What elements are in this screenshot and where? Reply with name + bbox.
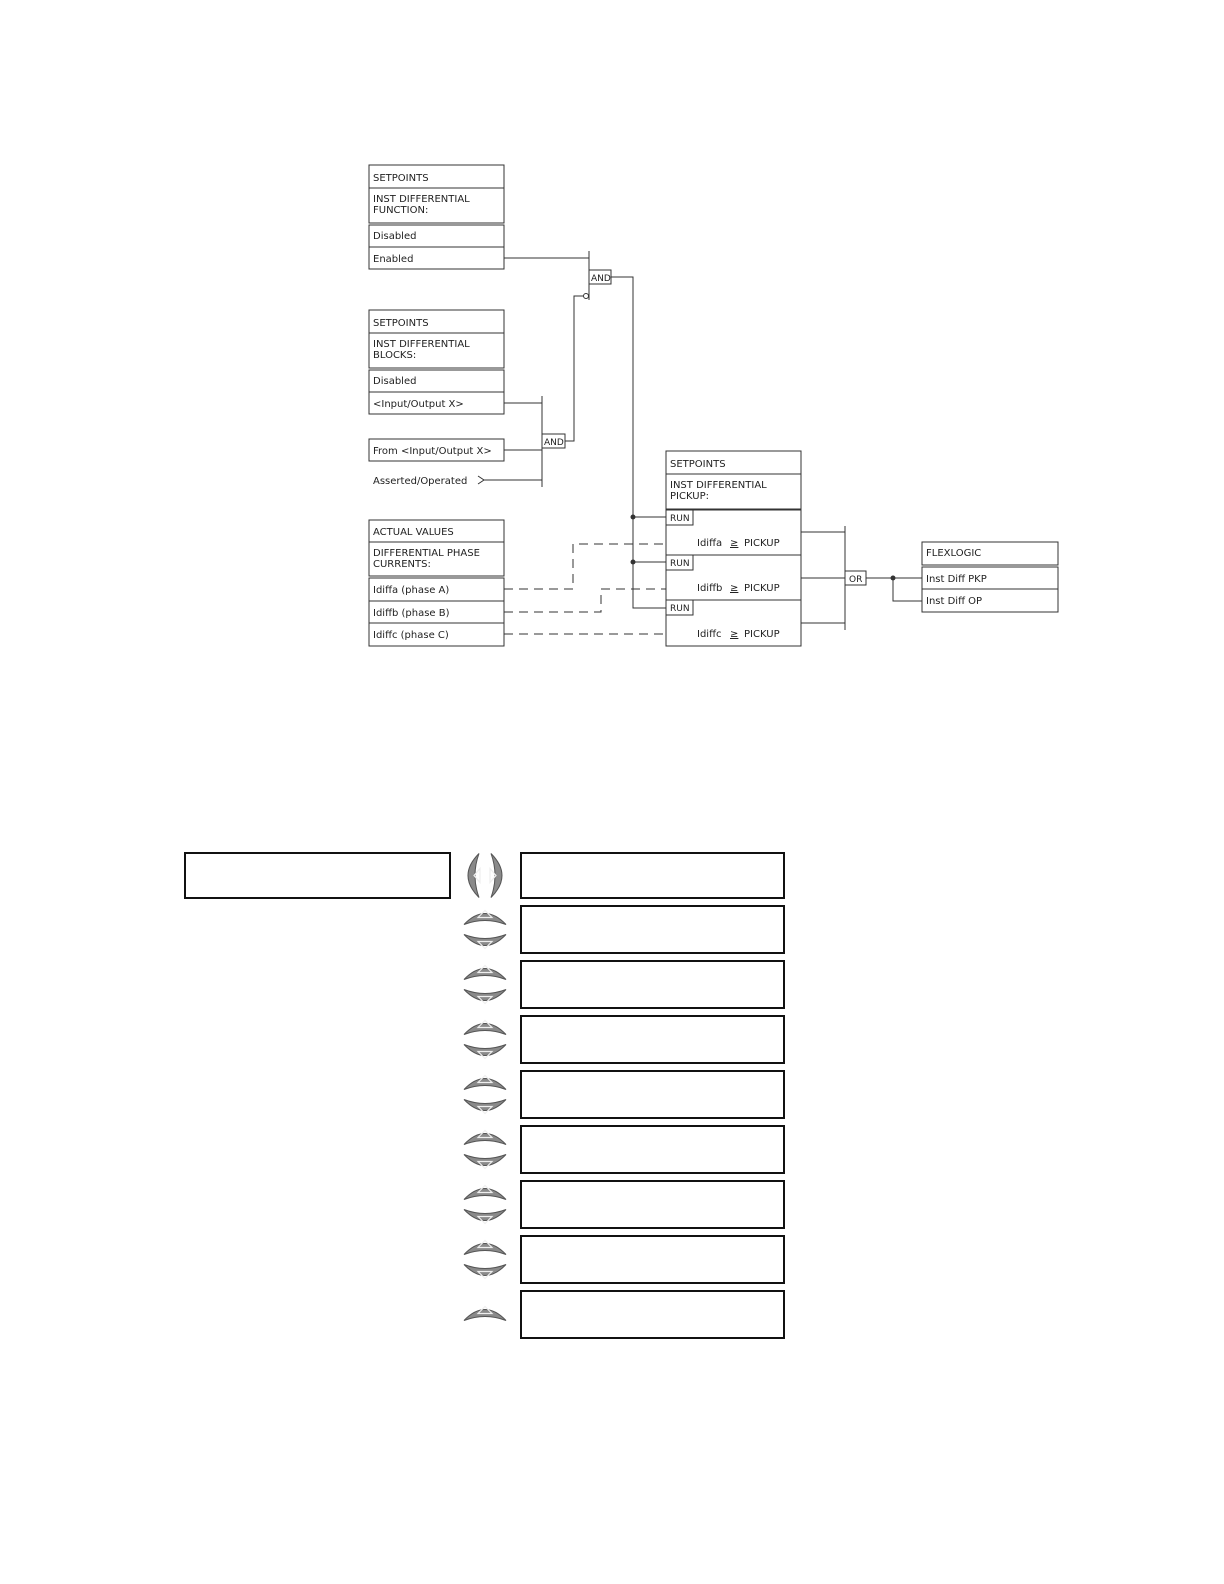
cmp-a-signal: Idiffa [697, 538, 723, 549]
flexlogic-title: FLEXLOGIC [926, 548, 982, 559]
menu-display-6 [521, 1126, 784, 1173]
run-label-c: RUN [670, 604, 690, 614]
down-arrow-icon[interactable] [464, 1045, 506, 1056]
run-label-a: RUN [670, 514, 690, 524]
up-arrow-icon[interactable] [464, 1024, 506, 1035]
up-down-key-4[interactable] [464, 1021, 506, 1059]
from-io-box [369, 439, 504, 461]
sp1-name-line2: FUNCTION: [373, 205, 429, 216]
up-down-key-5[interactable] [464, 1076, 506, 1114]
down-arrow-icon[interactable] [464, 1100, 506, 1111]
wire-idiffb [504, 589, 666, 612]
setpoints-function-box [369, 165, 504, 269]
up-down-key-6[interactable] [464, 1131, 506, 1169]
menu-keys [464, 854, 506, 1321]
down-arrow-icon[interactable] [464, 1210, 506, 1221]
from-io-label: From <Input/Output X> [373, 446, 492, 457]
asserted-arrow [478, 476, 484, 484]
up-arrow-icon[interactable] [464, 1189, 506, 1200]
sp1-option-enabled: Enabled [373, 254, 414, 265]
up-arrow-icon[interactable] [464, 1310, 506, 1321]
left-right-key-1[interactable] [468, 854, 502, 898]
flexlogic-box [922, 542, 1058, 612]
down-arrow-icon[interactable] [464, 990, 506, 1001]
cmp-b-ref: PICKUP [744, 583, 780, 594]
up-down-key-7[interactable] [464, 1186, 506, 1224]
av-title: ACTUAL VALUES [373, 527, 454, 538]
sp1-name-line1: INST DIFFERENTIAL [373, 194, 470, 205]
sp2-option-io: <Input/Output X> [373, 399, 464, 410]
sp3-name-line2: PICKUP: [670, 491, 709, 502]
menu-display-3 [521, 961, 784, 1008]
wire-idiffa [504, 544, 666, 589]
up-down-key-2[interactable] [464, 911, 506, 949]
av-row-phase-c: Idiffc (phase C) [373, 630, 449, 641]
sp2-name-line1: INST DIFFERENTIAL [373, 339, 470, 350]
cmp-b-signal: Idiffb [697, 583, 723, 594]
and-gate-1-label: AND [591, 274, 611, 284]
cmp-b-op: ≥ [730, 583, 739, 594]
cmp-a-op: ≥ [730, 538, 739, 549]
menu-displays [521, 853, 784, 1338]
and-gate-2-label: AND [544, 438, 564, 448]
menu-display-9 [521, 1291, 784, 1338]
setpoints-blocks-box [369, 310, 504, 414]
setpoints-pickup-box [666, 451, 801, 646]
menu-display-5 [521, 1071, 784, 1118]
menu-display-1 [521, 853, 784, 898]
flexlogic-op: Inst Diff OP [926, 596, 983, 607]
or-gate-label: OR [849, 575, 863, 585]
up-down-key-8[interactable] [464, 1241, 506, 1279]
down-arrow-icon[interactable] [464, 1265, 506, 1276]
actual-values-box [369, 520, 504, 646]
inverter-bubble [584, 294, 589, 299]
cmp-a-ref: PICKUP [744, 538, 780, 549]
menu-display-2 [521, 906, 784, 953]
up-arrow-icon[interactable] [464, 1244, 506, 1255]
or-gate [845, 526, 866, 630]
asserted-operated-label: Asserted/Operated [373, 476, 468, 487]
sp2-title: SETPOINTS [373, 318, 429, 329]
sp2-name-line2: BLOCKS: [373, 350, 417, 361]
up-arrow-icon[interactable] [464, 914, 506, 925]
cmp-c-signal: Idiffc [697, 629, 722, 640]
cmp-c-ref: PICKUP [744, 629, 780, 640]
wire-and2-to-and1 [565, 296, 583, 441]
up-down-key-3[interactable] [464, 966, 506, 1004]
up-arrow-icon[interactable] [464, 1134, 506, 1145]
wire-or-to-op [893, 578, 922, 601]
sp2-option-disabled: Disabled [373, 376, 417, 387]
sp3-name-line1: INST DIFFERENTIAL [670, 480, 767, 491]
sp3-title: SETPOINTS [670, 459, 726, 470]
up-arrow-icon[interactable] [464, 969, 506, 980]
menu-display-4 [521, 1016, 784, 1063]
down-arrow-icon[interactable] [464, 1155, 506, 1166]
menu-parent-display [185, 853, 450, 898]
sp1-option-disabled: Disabled [373, 231, 417, 242]
run-label-b: RUN [670, 559, 690, 569]
av-row-phase-b: Idiffb (phase B) [373, 608, 450, 619]
up-arrow-icon[interactable] [464, 1079, 506, 1090]
cmp-c-op: ≥ [730, 629, 739, 640]
av-name-line2: CURRENTS: [373, 559, 431, 570]
menu-display-7 [521, 1181, 784, 1228]
and-gate-2 [542, 396, 565, 487]
flexlogic-pkp: Inst Diff PKP [926, 574, 987, 585]
wire-and1-to-run [611, 277, 666, 608]
up-key-9[interactable] [464, 1307, 506, 1321]
av-row-phase-a: Idiffa (phase A) [373, 585, 450, 596]
down-arrow-icon[interactable] [464, 935, 506, 946]
sp1-title: SETPOINTS [373, 173, 429, 184]
menu-display-8 [521, 1236, 784, 1283]
av-name-line1: DIFFERENTIAL PHASE [373, 548, 480, 559]
